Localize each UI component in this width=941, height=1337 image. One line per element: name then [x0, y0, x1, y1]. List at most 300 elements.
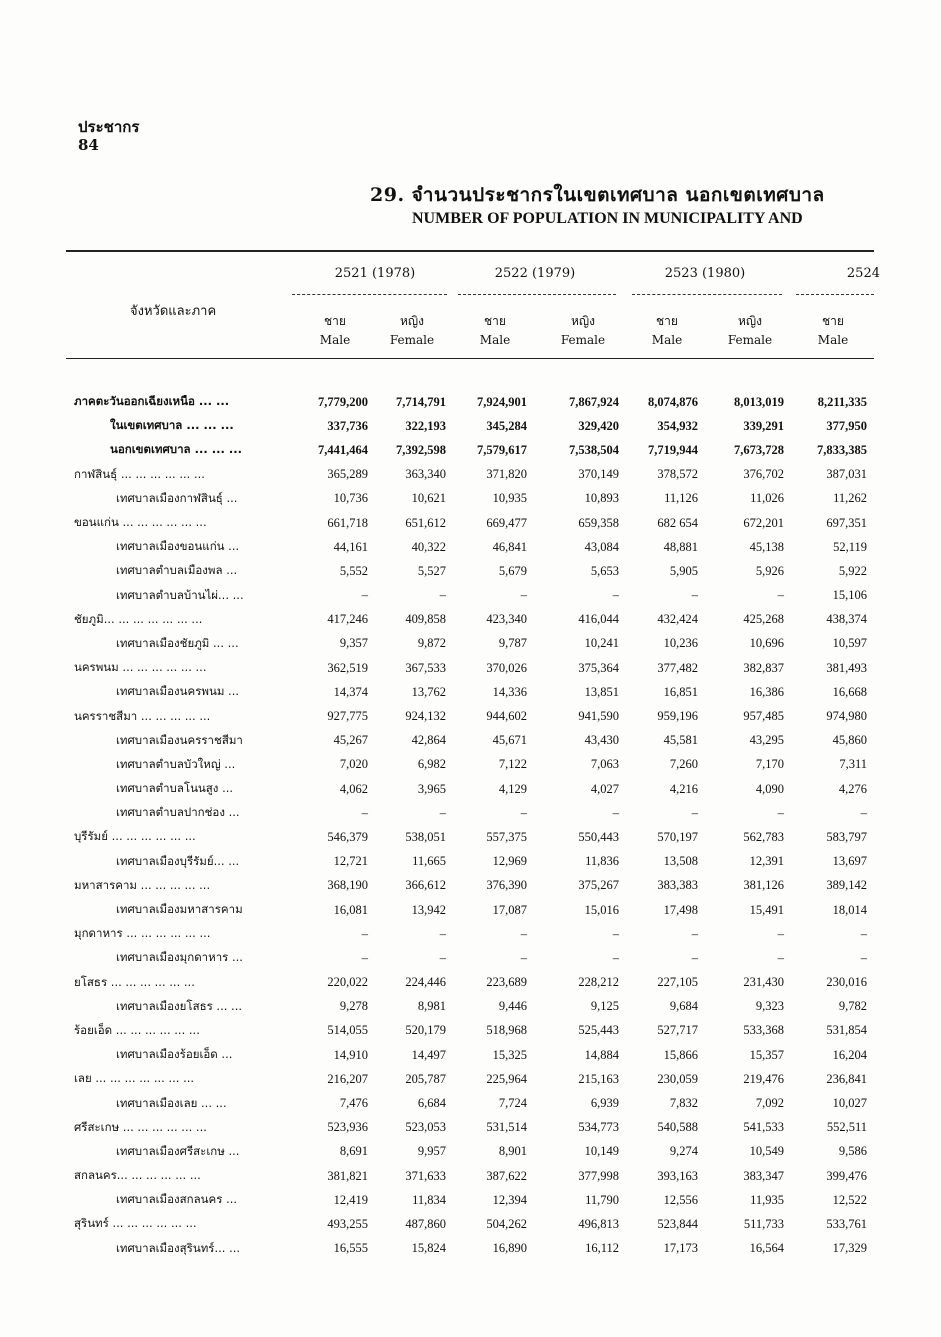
- row-label: ร้อยเอ็ด ... ... ... ... ... ...: [74, 1022, 200, 1037]
- table-cell: 7,122: [498, 757, 527, 772]
- table-cell: 6,939: [590, 1096, 619, 1111]
- table-cell: 4,216: [669, 781, 698, 796]
- table-cell: 9,684: [669, 999, 698, 1014]
- table-cell: 511,733: [743, 1216, 784, 1231]
- table-cell: 531,854: [826, 1023, 867, 1038]
- table-cell: 9,323: [755, 999, 784, 1014]
- table-cell: 6,982: [417, 757, 446, 772]
- table-cell: 370,026: [486, 660, 527, 675]
- column-header-female: [548, 312, 618, 350]
- table-cell: 16,204: [832, 1047, 867, 1062]
- table-cell: 7,441,464: [318, 442, 368, 457]
- column-header-english: Female: [389, 333, 435, 347]
- table-cell: 10,549: [749, 1144, 784, 1159]
- table-cell: 48,881: [663, 539, 698, 554]
- row-label: เทศบาลเมืองเลย ... ...: [116, 1095, 227, 1110]
- row-label: เทศบาลเมืองบุรีรัมย์... ...: [116, 853, 240, 868]
- row-label: สุรินทร์ ... ... ... ... ... ...: [74, 1216, 197, 1231]
- table-cell: 8,013,019: [734, 394, 784, 409]
- table-cell: 17,087: [492, 902, 527, 917]
- column-header-thai: หญิง: [400, 314, 424, 328]
- row-label: ภาคตะวันออกเฉียงเหนือ ... ...: [74, 394, 230, 409]
- table-cell: 9,274: [669, 1144, 698, 1159]
- table-cell: 7,719,944: [648, 442, 698, 457]
- column-header-male: [798, 312, 868, 350]
- table-cell: 17,173: [663, 1241, 698, 1256]
- table-cell: –: [860, 805, 867, 820]
- table-cell: 416,044: [578, 612, 619, 627]
- row-label: เทศบาลเมืองกาฬสินธุ์ ...: [116, 490, 238, 505]
- table-cell: 7,673,728: [734, 442, 784, 457]
- table-cell: –: [860, 950, 867, 965]
- table-cell: 13,762: [411, 684, 446, 699]
- table-row: [0, 1116, 867, 1140]
- table-cell: 514,055: [327, 1023, 368, 1038]
- table-cell: 974,980: [826, 709, 867, 724]
- table-row: [0, 656, 867, 680]
- table-cell: 496,813: [578, 1216, 619, 1231]
- table-cell: 4,129: [498, 781, 527, 796]
- table-cell: –: [361, 588, 368, 603]
- table-cell: 45,267: [333, 733, 368, 748]
- table-cell: 231,430: [743, 975, 784, 990]
- table-cell: 5,679: [498, 563, 527, 578]
- table-cell: 659,358: [578, 515, 619, 530]
- table-cell: 381,493: [826, 660, 867, 675]
- table-cell: 227,105: [657, 975, 698, 990]
- row-label: ยโสธร ... ... ... ... ... ...: [74, 974, 195, 989]
- year-header-1978: 2521 (1978): [334, 266, 416, 281]
- table-cell: 45,860: [832, 733, 867, 748]
- table-row: [0, 1212, 867, 1236]
- row-label: เทศบาลเมืองร้อยเอ็ด ...: [116, 1047, 233, 1062]
- table-cell: 15,357: [749, 1047, 784, 1062]
- table-cell: 18,014: [832, 902, 867, 917]
- table-cell: 9,586: [838, 1144, 867, 1159]
- table-row: [0, 1188, 867, 1212]
- table-cell: 546,379: [327, 829, 368, 844]
- table-cell: 10,893: [584, 491, 619, 506]
- row-label: เทศบาลเมืองศรีสะเกษ ...: [116, 1143, 240, 1158]
- table-cell: 205,787: [405, 1071, 446, 1086]
- table-row: [0, 1164, 867, 1188]
- table-cell: 9,125: [590, 999, 619, 1014]
- table-cell: 389,142: [826, 878, 867, 893]
- table-cell: –: [777, 805, 784, 820]
- table-cell: 5,905: [669, 563, 698, 578]
- table-cell: 7,392,598: [396, 442, 446, 457]
- table-row: [0, 463, 867, 487]
- table-row: [0, 850, 867, 874]
- table-cell: 230,016: [826, 975, 867, 990]
- table-cell: 228,212: [578, 975, 619, 990]
- table-cell: –: [691, 588, 698, 603]
- table-cell: 538,051: [405, 829, 446, 844]
- table-cell: –: [777, 926, 784, 941]
- table-cell: 12,391: [749, 854, 784, 869]
- table-row: [0, 414, 867, 438]
- table-cell: 432,424: [657, 612, 698, 627]
- table-cell: 16,112: [585, 1241, 619, 1256]
- table-cell: 8,691: [339, 1144, 368, 1159]
- table-cell: 10,241: [584, 636, 619, 651]
- table-cell: 16,851: [663, 684, 698, 699]
- table-cell: 16,668: [832, 684, 867, 699]
- table-cell: 383,347: [743, 1168, 784, 1183]
- table-cell: 661,718: [327, 515, 368, 530]
- table-cell: 8,981: [417, 999, 446, 1014]
- table-cell: –: [439, 926, 446, 941]
- table-cell: 7,311: [839, 757, 867, 772]
- row-label: นอกเขตเทศบาล ... ... ...: [110, 442, 242, 457]
- table-row: [0, 438, 867, 462]
- table-row: [0, 729, 867, 753]
- table-cell: 381,821: [327, 1168, 368, 1183]
- table-row: [0, 1140, 867, 1164]
- table-cell: 10,236: [663, 636, 698, 651]
- row-label: ศรีสะเกษ ... ... ... ... ... ...: [74, 1119, 207, 1134]
- table-cell: 8,074,876: [648, 394, 698, 409]
- column-header-female: [377, 312, 447, 350]
- table-cell: 523,844: [657, 1216, 698, 1231]
- table-row: [0, 1019, 867, 1043]
- table-cell: 219,476: [743, 1071, 784, 1086]
- table-cell: 375,364: [578, 660, 619, 675]
- table-cell: 43,430: [584, 733, 619, 748]
- table-cell: 10,935: [492, 491, 527, 506]
- table-cell: 366,612: [405, 878, 446, 893]
- row-label: ในเขตเทศบาล ... ... ...: [110, 418, 234, 433]
- table-cell: 12,394: [492, 1192, 527, 1207]
- table-cell: –: [612, 588, 619, 603]
- table-cell: 13,851: [584, 684, 619, 699]
- table-cell: 383,383: [657, 878, 698, 893]
- table-cell: 15,491: [749, 902, 784, 917]
- table-cell: 377,998: [578, 1168, 619, 1183]
- table-cell: 682 654: [657, 515, 698, 530]
- table-cell: 525,443: [578, 1023, 619, 1038]
- table-cell: 10,149: [584, 1144, 619, 1159]
- table-cell: 337,736: [327, 418, 368, 433]
- column-header-male: [460, 312, 530, 350]
- table-cell: 42,864: [411, 733, 446, 748]
- table-cell: 7,867,924: [569, 394, 619, 409]
- table-cell: 14,884: [584, 1047, 619, 1062]
- table-cell: 11,262: [833, 491, 867, 506]
- row-label: มุกดาหาร ... ... ... ... ... ...: [74, 926, 211, 941]
- table-cell: 651,612: [405, 515, 446, 530]
- table-row: [0, 922, 867, 946]
- row-label: เลย ... ... ... ... ... ... ...: [74, 1071, 195, 1086]
- table-cell: –: [520, 926, 527, 941]
- table-row: [0, 535, 867, 559]
- table-cell: 368,190: [327, 878, 368, 893]
- column-header-english: Male: [319, 333, 351, 347]
- table-cell: 376,390: [486, 878, 527, 893]
- table-cell: 550,443: [578, 829, 619, 844]
- table-cell: 216,207: [327, 1071, 368, 1086]
- row-label: เทศบาลเมืองสุรินทร์... ...: [116, 1240, 241, 1255]
- table-cell: 16,890: [492, 1241, 527, 1256]
- table-cell: 370,149: [578, 467, 619, 482]
- table-cell: 533,368: [743, 1023, 784, 1038]
- column-header-english: Male: [479, 333, 511, 347]
- header-rule: [66, 358, 874, 359]
- table-cell: 7,579,617: [477, 442, 527, 457]
- table-cell: 409,858: [405, 612, 446, 627]
- table-cell: 417,246: [327, 612, 368, 627]
- table-cell: 345,284: [486, 418, 527, 433]
- province-column-header: จังหวัดและภาค: [130, 304, 217, 319]
- table-cell: 43,084: [584, 539, 619, 554]
- table-cell: 9,957: [417, 1144, 446, 1159]
- table-cell: 5,922: [838, 563, 867, 578]
- table-cell: –: [777, 950, 784, 965]
- table-row: [0, 825, 867, 849]
- table-cell: 7,724: [498, 1096, 527, 1111]
- table-cell: 45,581: [663, 733, 698, 748]
- table-cell: 17,498: [663, 902, 698, 917]
- column-header-thai: ชาย: [656, 314, 678, 328]
- year-divider: [458, 294, 616, 296]
- table-row: [0, 680, 867, 704]
- table-cell: 4,090: [755, 781, 784, 796]
- table-cell: 541,533: [743, 1120, 784, 1135]
- table-cell: 40,322: [411, 539, 446, 554]
- table-cell: –: [860, 926, 867, 941]
- page-number: 84: [78, 136, 99, 154]
- table-cell: 9,872: [417, 636, 446, 651]
- row-label: เทศบาลเมืองนครพนม ...: [116, 684, 240, 699]
- table-row: [0, 1091, 867, 1115]
- table-cell: 540,588: [657, 1120, 698, 1135]
- table-cell: –: [691, 926, 698, 941]
- table-cell: 9,446: [498, 999, 527, 1014]
- table-cell: 15,106: [832, 588, 867, 603]
- column-header-thai: ชาย: [324, 314, 346, 328]
- table-cell: 11,665: [412, 854, 446, 869]
- table-cell: 10,027: [832, 1096, 867, 1111]
- table-title-english: NUMBER OF POPULATION IN MUNICIPALITY AND: [412, 210, 803, 227]
- table-cell: 52,119: [833, 539, 867, 554]
- table-row: [0, 559, 867, 583]
- table-cell: 669,477: [486, 515, 527, 530]
- table-cell: 562,783: [743, 829, 784, 844]
- table-cell: 9,357: [339, 636, 368, 651]
- row-label: เทศบาลเมืองยโสธร ... ...: [116, 998, 243, 1013]
- table-cell: 7,063: [590, 757, 619, 772]
- table-row: [0, 390, 867, 414]
- row-label: กาฬสินธุ์ ... ... ... ... ... ...: [74, 466, 205, 481]
- table-cell: 924,132: [405, 709, 446, 724]
- table-cell: 6,684: [417, 1096, 446, 1111]
- table-cell: 523,936: [327, 1120, 368, 1135]
- table-cell: 13,508: [663, 854, 698, 869]
- table-cell: 8,211,335: [817, 394, 867, 409]
- table-cell: 10,736: [333, 491, 368, 506]
- table-cell: –: [612, 950, 619, 965]
- table-cell: 7,476: [339, 1096, 368, 1111]
- column-header-thai: ชาย: [484, 314, 506, 328]
- row-label: นครพนม ... ... ... ... ... ...: [74, 660, 207, 675]
- row-label: เทศบาลเมืองขอนแก่น ...: [116, 539, 240, 554]
- year-divider: [632, 294, 782, 296]
- table-cell: –: [520, 950, 527, 965]
- table-cell: 4,062: [339, 781, 368, 796]
- table-cell: 12,419: [333, 1192, 368, 1207]
- row-label: เทศบาลตำบลบ้านไผ่... ...: [116, 587, 244, 602]
- row-label: มหาสารคาม ... ... ... ... ...: [74, 877, 211, 892]
- table-row: [0, 898, 867, 922]
- table-row: [0, 946, 867, 970]
- table-cell: 7,832: [669, 1096, 698, 1111]
- row-label: เทศบาลตำบลบัวใหญ่ ...: [116, 756, 236, 771]
- table-cell: 531,514: [486, 1120, 527, 1135]
- table-row: [0, 1237, 867, 1261]
- table-cell: 378,572: [657, 467, 698, 482]
- table-cell: 43,295: [749, 733, 784, 748]
- table-cell: 5,552: [339, 563, 368, 578]
- table-cell: 15,016: [584, 902, 619, 917]
- table-cell: 376,702: [743, 467, 784, 482]
- table-cell: 527,717: [657, 1023, 698, 1038]
- table-cell: 10,597: [832, 636, 867, 651]
- table-cell: 959,196: [657, 709, 698, 724]
- table-cell: 12,969: [492, 854, 527, 869]
- table-cell: 11,790: [585, 1192, 619, 1207]
- table-cell: 11,834: [412, 1192, 446, 1207]
- table-row: [0, 511, 867, 535]
- table-cell: 365,289: [327, 467, 368, 482]
- table-cell: 927,775: [327, 709, 368, 724]
- top-rule: [66, 250, 874, 252]
- row-label: เทศบาลตำบลปากช่อง ...: [116, 805, 240, 820]
- column-header-thai: ชาย: [822, 314, 844, 328]
- table-cell: 4,276: [838, 781, 867, 796]
- table-cell: –: [439, 588, 446, 603]
- table-cell: 12,556: [663, 1192, 698, 1207]
- table-row: [0, 874, 867, 898]
- table-cell: 15,866: [663, 1047, 698, 1062]
- section-label: ประชากร: [78, 118, 140, 136]
- table-cell: 339,291: [743, 418, 784, 433]
- row-label: เทศบาลเมืองสกลนคร ...: [116, 1192, 238, 1207]
- table-cell: 16,386: [749, 684, 784, 699]
- table-cell: 17,329: [832, 1241, 867, 1256]
- row-label: ชัยภูมิ... ... ... ... ... ... ...: [74, 611, 203, 626]
- table-cell: 534,773: [578, 1120, 619, 1135]
- table-cell: 672,201: [743, 515, 784, 530]
- table-cell: –: [777, 588, 784, 603]
- table-cell: 329,420: [578, 418, 619, 433]
- table-cell: 387,622: [486, 1168, 527, 1183]
- table-cell: 10,696: [749, 636, 784, 651]
- table-cell: 10,621: [411, 491, 446, 506]
- table-cell: 363,340: [405, 467, 446, 482]
- table-cell: 322,193: [405, 418, 446, 433]
- table-cell: 15,824: [411, 1241, 446, 1256]
- table-row: [0, 608, 867, 632]
- table-cell: 11,026: [750, 491, 784, 506]
- table-row: [0, 704, 867, 728]
- table-cell: 12,522: [832, 1192, 867, 1207]
- table-cell: 13,942: [411, 902, 446, 917]
- table-cell: 941,590: [578, 709, 619, 724]
- year-header-1981: 2524: [846, 266, 880, 281]
- table-cell: 14,910: [333, 1047, 368, 1062]
- table-cell: 371,820: [486, 467, 527, 482]
- table-cell: 14,336: [492, 684, 527, 699]
- table-cell: –: [520, 588, 527, 603]
- column-header-english: Male: [817, 333, 849, 347]
- row-label: เทศบาลตำบลเมืองพล ...: [116, 563, 238, 578]
- column-header-male: [300, 312, 370, 350]
- table-cell: 5,926: [755, 563, 784, 578]
- table-cell: 570,197: [657, 829, 698, 844]
- table-cell: 16,564: [749, 1241, 784, 1256]
- table-cell: 45,138: [749, 539, 784, 554]
- table-cell: –: [691, 805, 698, 820]
- year-divider: [292, 294, 447, 296]
- row-label: บุรีรัมย์ ... ... ... ... ... ...: [74, 829, 196, 844]
- table-cell: 7,833,385: [817, 442, 867, 457]
- table-cell: 8,901: [498, 1144, 527, 1159]
- year-divider: [796, 294, 874, 296]
- table-cell: 518,968: [486, 1023, 527, 1038]
- table-cell: 371,633: [405, 1168, 446, 1183]
- table-cell: 583,797: [826, 829, 867, 844]
- table-cell: 225,964: [486, 1071, 527, 1086]
- table-row: [0, 753, 867, 777]
- table-row: [0, 632, 867, 656]
- table-cell: 362,519: [327, 660, 368, 675]
- table-cell: 16,081: [333, 902, 368, 917]
- table-cell: 957,485: [743, 709, 784, 724]
- table-cell: 14,497: [411, 1047, 446, 1062]
- table-cell: 399,476: [826, 1168, 867, 1183]
- table-cell: 14,374: [333, 684, 368, 699]
- table-cell: 377,950: [826, 418, 867, 433]
- table-cell: 438,374: [826, 612, 867, 627]
- table-cell: 12,721: [333, 854, 368, 869]
- table-cell: 557,375: [486, 829, 527, 844]
- table-cell: 7,714,791: [396, 394, 446, 409]
- table-row: [0, 584, 867, 608]
- row-label: สกลนคร... ... ... ... ... ...: [74, 1168, 201, 1183]
- table-cell: 215,163: [578, 1071, 619, 1086]
- table-cell: 7,538,504: [569, 442, 619, 457]
- table-cell: –: [520, 805, 527, 820]
- row-label: ขอนแก่น ... ... ... ... ... ...: [74, 515, 207, 530]
- table-cell: 533,761: [826, 1216, 867, 1231]
- table-cell: 46,841: [492, 539, 527, 554]
- table-cell: 11,126: [664, 491, 698, 506]
- table-row: [0, 1067, 867, 1091]
- year-header-1979: 2522 (1979): [494, 266, 576, 281]
- population-table: [0, 390, 867, 1261]
- table-cell: 377,482: [657, 660, 698, 675]
- column-header-thai: หญิง: [738, 314, 762, 328]
- table-cell: 224,446: [405, 975, 446, 990]
- table-row: [0, 487, 867, 511]
- table-cell: –: [361, 805, 368, 820]
- table-cell: 504,262: [486, 1216, 527, 1231]
- column-header-english: Female: [727, 333, 773, 347]
- table-cell: 16,555: [333, 1241, 368, 1256]
- table-cell: 7,170: [755, 757, 784, 772]
- table-cell: 493,255: [327, 1216, 368, 1231]
- row-label: เทศบาลเมืองนครราชสีมา: [116, 732, 243, 747]
